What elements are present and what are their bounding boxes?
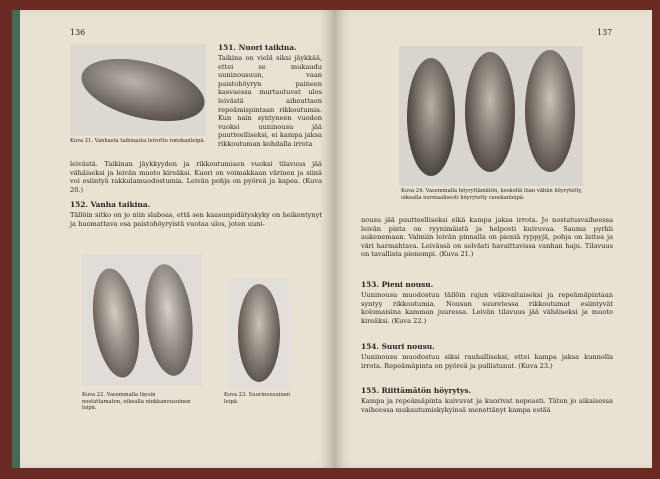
section-154-text: Uuninousu muodostuu siksi rauhalliseksi, ettei kampa jaksa kunnolla irrota. Repeämäpinta on pyöreä ja pullistunut. (Kuva 23.): [361, 353, 613, 370]
section-151-text: leivästä. Taikinan jäykkyyden ja rikkoutumisen vuoksi tilavuus jää vähäiseksi ja leivän muoto kireäksi. Kuori on voimakkaan värinen ja siinä voi esiintyä rakkulamuodostumia. Leivän pohja on pyöreä ja kapea. (Kuva 20.): [70, 160, 322, 194]
figure-23-photo: [228, 278, 290, 388]
section-153-heading: 153. Pieni nousu.: [361, 280, 434, 289]
figure-22-caption: Kuva 22. Vasemmalla täysin nostattamaton, oikealla ninkkanousuinen leipä.: [82, 392, 191, 412]
figure-23-caption: Kuva 23. Suurinousuinen leipä.: [224, 392, 291, 405]
page-number-left: 136: [70, 28, 86, 37]
book-spread: [12, 10, 652, 468]
bread-loaf-image: [238, 284, 280, 382]
bread-loaf-image: [87, 265, 146, 380]
bread-loaf-image: [525, 50, 575, 172]
left-page: [12, 10, 335, 468]
figure-21-caption: Kuva 21. Vanhasta taikinasta leivottu ranskanleipä.: [70, 138, 206, 144]
figure-22-photo: [82, 254, 202, 386]
bread-loaf-image: [75, 48, 211, 133]
section-152-heading: 152. Vanha taikina.: [70, 200, 151, 209]
section-155-text: Kampa ja repeämäpinta kuivuvat ja kuorivat nopeasti. Täten jo aikaisessa vaiheessa mukautumiskykyinsä menettänyt kampa estää: [361, 397, 613, 414]
right-page: [335, 10, 652, 468]
figure-24-photo: [399, 46, 583, 186]
bread-loaf-image: [465, 52, 515, 172]
page-number-right: 137: [597, 28, 613, 37]
section-154-heading: 154. Suuri nousu.: [361, 342, 435, 351]
figure-24-caption: Kuva 24. Vasemmalla höyryttämätön, keskellä liian vähän höyrytetty, oikealla normaalisesti höyrytetty ranskanleipä.: [401, 188, 583, 201]
section-153-text: Uuninousu muodostuu tällöin rajun väkivaltaiseksi ja repeämäpintaan syntyy rikkoutumia. Nousun suuretessa rikkoutumat esiintyvät kolomaisina kamman juuressa. Leivän tilavuus jää vähäiseksi ja muoto kireäksi. (Kuva 22.): [361, 291, 613, 325]
section-152-text: Tällöin sitko on jo niin slaboas, että sen kaasunpidätyskyky on heikentynyt ja huomattava osa paistohöyryistä vuotaa ulos, joten uuni-: [70, 211, 322, 228]
book-cover-edge: [12, 10, 20, 468]
section-151-heading: 151. Nuori taikina.: [218, 43, 297, 52]
bread-loaf-image: [140, 262, 197, 378]
section-151-column-text: Taikina on vielä siksi jäykkää, ettei se mukaudu uuninousuun, vaan paistohöyryn paineen kasvaessa murtautuvat ulos leivästä aiheuttaen repeämispintaan rikkoutumia. Kun nain syntyneen vuodon vuoksi uuninousu jää puutteelliseksi, ei kampa jaksa rikkoutuman kohdalla irrota: [218, 54, 322, 148]
section-155-heading: 155. Riittämätön höyrytys.: [361, 386, 472, 395]
bread-loaf-image: [407, 58, 455, 176]
figure-21-photo: [70, 44, 206, 136]
continuation-text: nousu jää puutteelliseksi eikä kampa jaksa irrota. Jo nostatusvaiheessa leivän pinta on ryynimäistä ja helposti kuivuvaa. Sauma pyrkii aukenemaan. Valmiin leivän pinnalla on pieniä ryppyjä, pohja on lattea ja väri harmahtava. Leivässä on selvästi havaittavissa vanhan haju. Tilavuus on tavallista pienempi. (Kuva 21.): [361, 216, 613, 259]
